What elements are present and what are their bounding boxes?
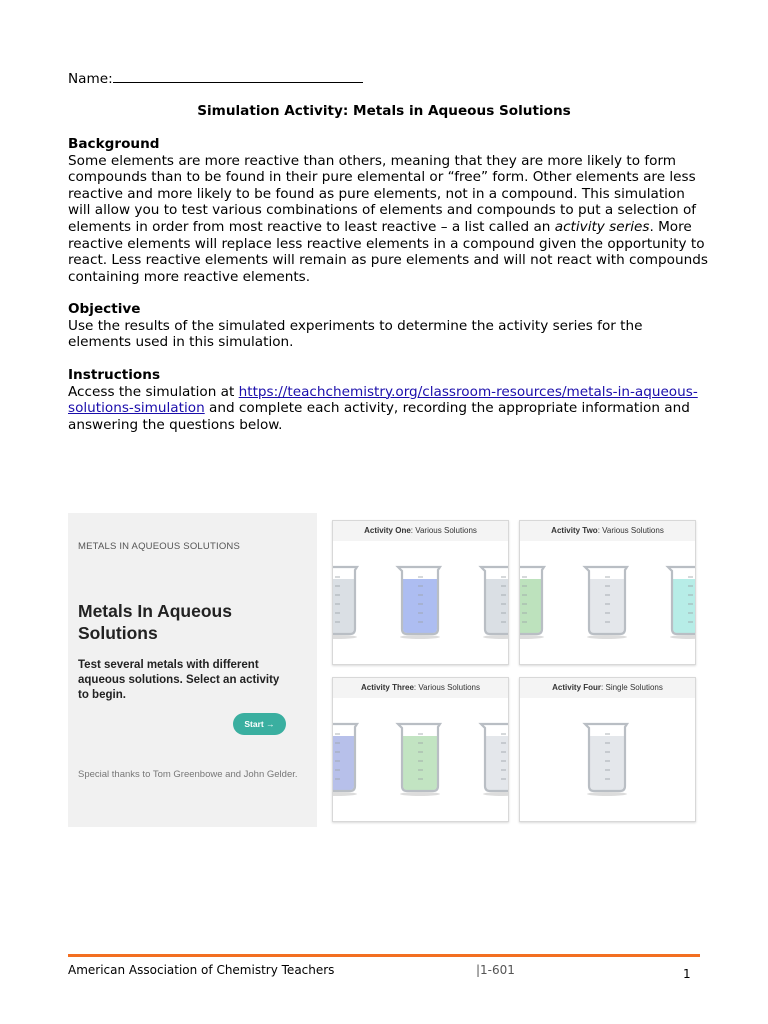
instructions-heading: Instructions <box>68 367 161 383</box>
beaker-icon <box>481 724 508 796</box>
simulation-title-panel <box>68 513 317 827</box>
instructions-text: Access the simulation at https://teachchemistry.org/classroom-resources/metals-in-aqueous-solutions-simulation and complete each activity, recording the appropriate information and answering the questions below. <box>68 383 698 433</box>
objective-section <box>68 301 708 351</box>
beaker-icon <box>333 724 357 796</box>
start-button[interactable]: Start → <box>233 713 286 735</box>
beaker-icon <box>585 567 627 639</box>
beaker-icon <box>585 724 627 796</box>
beaker-icon <box>398 724 440 796</box>
beaker-icon <box>668 567 695 639</box>
footer-organization: American Association of Chemistry Teachers <box>68 963 335 977</box>
beakers-icon <box>520 541 695 664</box>
beaker-icon <box>398 567 440 639</box>
objective-heading: Objective <box>68 301 141 317</box>
name-label: Name: <box>68 71 113 87</box>
footer-code: |1-601 <box>476 963 515 977</box>
activity-series-term: activity series <box>554 218 650 235</box>
activity-card-header: Activity Four: Single Solutions <box>520 678 695 698</box>
simulation-link[interactable]: https://teachchemistry.org/classroom-resources/metals-in-aqueous-solutions-simulation <box>68 383 698 417</box>
beakers-icon <box>520 698 695 821</box>
background-text: Some elements are more reactive than others, meaning that they are more likely to form compounds than to be found in their pure elemental or “free” form. Other elements are less reactive and more likely to be found as pure elements, not in a compound. This simulation will allow you to test various combinations of elements and compounds to put a selection of elements in order from most reactive to least reactive – a list called an activity series. More reactive elements will replace less reactive elements in a compound given the opportunity to react. Less reactive elements will remain as pure elements and will not react with compounds containing more reactive elements. <box>68 152 708 285</box>
activity-card-header: Activity One: Various Solutions <box>333 521 508 541</box>
objective-text: Use the results of the simulated experiments to determine the activity series for the elements used in this simulation. <box>68 317 643 351</box>
instructions-section <box>68 367 708 433</box>
footer-rule <box>68 954 700 957</box>
activity-card-two[interactable] <box>519 520 696 665</box>
simulation-title: Metals In Aqueous Solutions <box>78 601 232 643</box>
beaker-icon <box>520 567 544 639</box>
simulation-header: METALS IN AQUEOUS SOLUTIONS <box>78 541 241 552</box>
beaker-icon <box>333 567 357 639</box>
activity-card-three[interactable] <box>332 677 509 822</box>
background-heading: Background <box>68 136 160 152</box>
page-number: 1 <box>683 967 691 981</box>
name-blank <box>113 70 363 83</box>
beaker-icon <box>481 567 508 639</box>
beakers-icon <box>333 698 508 821</box>
activity-card-header: Activity Three: Various Solutions <box>333 678 508 698</box>
simulation-description: Test several metals with different aqueous solutions. Select an activity to begin. <box>78 659 280 701</box>
beakers-icon <box>333 541 508 664</box>
name-field <box>68 70 363 87</box>
background-section <box>68 136 708 285</box>
activity-card-one[interactable] <box>332 520 509 665</box>
activity-card-header: Activity Two: Various Solutions <box>520 521 695 541</box>
activity-card-four[interactable] <box>519 677 696 822</box>
simulation-thanks: Special thanks to Tom Greenbowe and John Gelder. <box>78 769 298 780</box>
document-title: Simulation Activity: Metals in Aqueous Solutions <box>197 103 571 119</box>
